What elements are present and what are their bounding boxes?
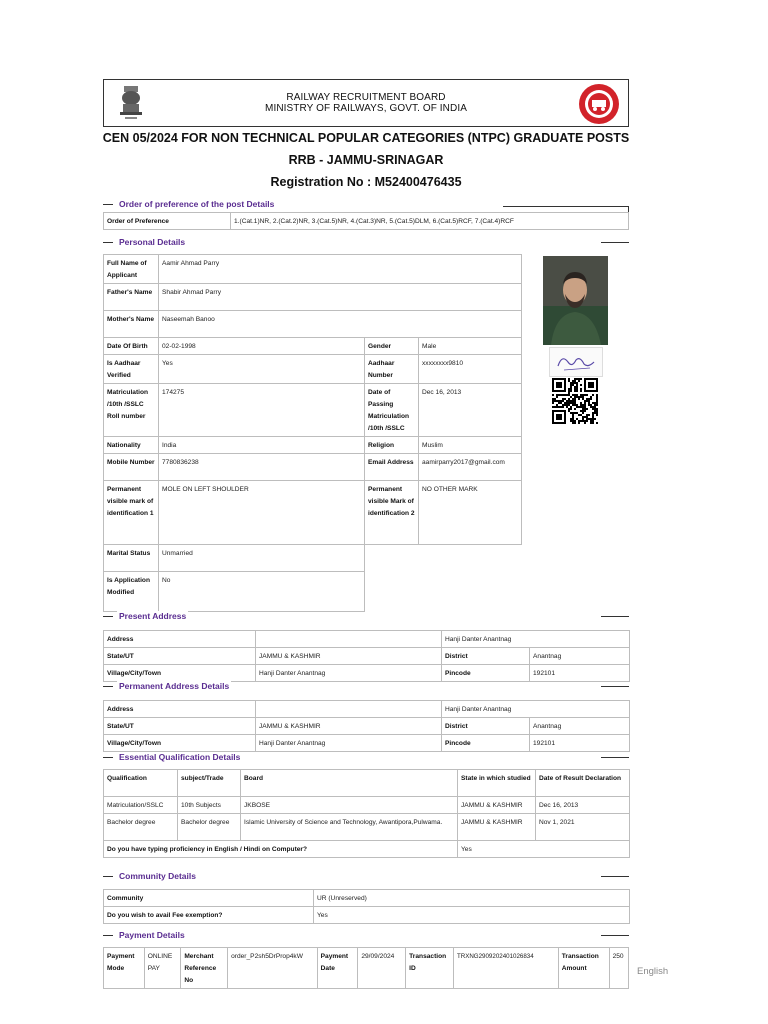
- aadhaar-number-value: xxxxxxxx9810: [419, 355, 522, 384]
- qual-cell: Bachelor degree: [104, 814, 178, 841]
- table-row: [104, 814, 630, 841]
- aadhaar-verified-value: Yes: [159, 355, 365, 384]
- section-rule: [601, 876, 629, 877]
- qualification-section-title: Essential Qualification Details: [119, 752, 241, 762]
- permanent-state-label: State/UT: [104, 718, 256, 735]
- qual-cell: Nov 1, 2021: [536, 814, 630, 841]
- preference-value: 1.(Cat.1)NR, 2.(Cat.2)NR, 3.(Cat.5)NR, 4.(Cat.3)NR, 5.(Cat.5)DLM, 6.(Cat.5)RCF, 7.(Cat.4)RCF: [231, 213, 629, 230]
- qual-cell: Bachelor degree: [178, 814, 241, 841]
- modified-label: Is Application Modified: [104, 572, 159, 612]
- marital-value: Unmarried: [159, 545, 365, 572]
- payment-mode-value: ONLINE PAY: [144, 948, 181, 989]
- present-pincode-value: 192101: [530, 665, 630, 682]
- merchant-ref-value: order_P2sh5DrProp4kW: [228, 948, 318, 989]
- section-rule: [601, 757, 629, 758]
- matric-roll-label: Matriculation /10th /SSLC Roll number: [104, 384, 159, 437]
- typing-proficiency-value: Yes: [458, 841, 630, 858]
- religion-label: Religion: [365, 437, 419, 454]
- application-form: [103, 0, 629, 1024]
- qual-cell: Matriculation/SSLC: [104, 797, 178, 814]
- permanent-pincode-value: 192101: [530, 735, 630, 752]
- registration-number: Registration No : M52400476435: [270, 175, 462, 189]
- ministry-name: MINISTRY OF RAILWAYS, GOVT. OF INDIA: [265, 103, 467, 114]
- father-name-label: Father's Name: [104, 284, 159, 311]
- mark1-label: Permanent visible mark of identification 1: [104, 481, 159, 545]
- qual-cell: JAMMU & KASHMIR: [458, 814, 536, 841]
- religion-value: Muslim: [419, 437, 522, 454]
- payment-date-label: Payment Date: [317, 948, 358, 989]
- section-rule: [503, 206, 629, 207]
- table-row: [104, 797, 630, 814]
- empty-cell: [365, 545, 522, 572]
- permanent-village-label: Village/City/Town: [104, 735, 256, 752]
- transaction-amount-value: 250: [609, 948, 628, 989]
- section-rule: [601, 616, 629, 617]
- community-value: UR (Unreserved): [314, 890, 630, 907]
- board-name: RAILWAY RECRUITMENT BOARD: [286, 92, 446, 103]
- gender-label: Gender: [365, 338, 419, 355]
- dob-label: Date Of Birth: [104, 338, 159, 355]
- present-district-value: Anantnag: [530, 648, 630, 665]
- rrb-title: RRB - JAMMU-SRINAGAR: [288, 153, 444, 167]
- permanent-state-value: JAMMU & KASHMIR: [256, 718, 442, 735]
- nationality-label: Nationality: [104, 437, 159, 454]
- mother-name-value: Naseemah Banoo: [159, 311, 522, 338]
- dob-value: 02-02-1998: [159, 338, 365, 355]
- transaction-amount-label: Transaction Amount: [558, 948, 609, 989]
- matric-date-value: Dec 16, 2013: [419, 384, 522, 437]
- section-rule: [103, 876, 113, 877]
- marital-label: Marital Status: [104, 545, 159, 572]
- payment-table: [103, 947, 629, 989]
- present-address-section-title: Present Address: [119, 611, 187, 621]
- fee-exemption-label: Do you wish to avail Fee exemption?: [104, 907, 314, 924]
- indian-railways-logo-icon: [578, 83, 620, 125]
- payment-date-value: 29/09/2024: [358, 948, 406, 989]
- preference-label: Order of Preference: [104, 213, 231, 230]
- section-rule: [601, 686, 629, 687]
- section-rule: [103, 242, 113, 243]
- mobile-label: Mobile Number: [104, 454, 159, 481]
- merchant-ref-label: Merchant Reference No: [181, 948, 228, 989]
- matric-roll-value: 174275: [159, 384, 365, 437]
- qual-cell: Dec 16, 2013: [536, 797, 630, 814]
- qual-cell: Islamic University of Science and Technology, Awantipora,Pulwama.: [241, 814, 458, 841]
- section-rule: [103, 686, 113, 687]
- permanent-address-value: Hanji Danter Anantnag: [442, 701, 630, 718]
- mobile-value: 7780836238: [159, 454, 365, 481]
- section-rule: [103, 935, 113, 936]
- nationality-value: India: [159, 437, 365, 454]
- section-rule: [103, 616, 113, 617]
- empty-cell: [256, 701, 442, 718]
- qual-header-qualification: Qualification: [104, 770, 178, 797]
- transaction-id-value: TRXNG2909202401026834: [453, 948, 558, 989]
- mother-name-label: Mother's Name: [104, 311, 159, 338]
- present-state-label: State/UT: [104, 648, 256, 665]
- header-text: [104, 92, 628, 114]
- payment-section-title: Payment Details: [119, 930, 185, 940]
- permanent-address-section-title: Permanent Address Details: [119, 681, 230, 691]
- matric-date-label: Date of Passing Matriculation /10th /SSLC: [365, 384, 419, 437]
- full-name-label: Full Name of Applicant: [104, 255, 159, 284]
- section-rule: [601, 935, 629, 936]
- qual-cell: JKBOSE: [241, 797, 458, 814]
- transaction-id-label: Transaction ID: [406, 948, 454, 989]
- qr-code-icon: [552, 378, 598, 424]
- section-rule: [601, 242, 629, 243]
- form-header: [103, 79, 629, 127]
- preference-section-title: Order of preference of the post Details: [119, 199, 275, 209]
- qual-header-subject: subject/Trade: [178, 770, 241, 797]
- email-value: aamirparry2017@gmail.com: [419, 454, 522, 481]
- applicant-photo: [543, 256, 608, 345]
- personal-details-table: [103, 254, 522, 612]
- permanent-village-value: Hanji Danter Anantnag: [256, 735, 442, 752]
- section-rule: [103, 204, 113, 205]
- section-rule: [103, 757, 113, 758]
- empty-cell: [256, 631, 442, 648]
- permanent-address-label: Address: [104, 701, 256, 718]
- mark2-label: Permanent visible Mark of identification 2: [365, 481, 419, 545]
- community-table: [103, 889, 630, 924]
- cen-title: CEN 05/2024 FOR NON TECHNICAL POPULAR CATEGORIES (NTPC) GRADUATE POSTS: [102, 131, 630, 145]
- permanent-pincode-label: Pincode: [442, 735, 530, 752]
- permanent-address-table: [103, 700, 630, 752]
- present-address-label: Address: [104, 631, 256, 648]
- email-label: Email Address: [365, 454, 419, 481]
- qual-header-state: State in which studied: [458, 770, 536, 797]
- gender-value: Male: [419, 338, 522, 355]
- full-name-value: Aamir Ahmad Parry: [159, 255, 522, 284]
- present-district-label: District: [442, 648, 530, 665]
- qual-header-date: Date of Result Declaration: [536, 770, 630, 797]
- father-name-value: Shabir Ahmad Parry: [159, 284, 522, 311]
- present-village-label: Village/City/Town: [104, 665, 256, 682]
- present-address-table: [103, 630, 630, 682]
- personal-section-title: Personal Details: [119, 237, 186, 247]
- community-label: Community: [104, 890, 314, 907]
- qual-cell: JAMMU & KASHMIR: [458, 797, 536, 814]
- language-selector-link[interactable]: English: [637, 966, 669, 977]
- community-section-title: Community Details: [119, 871, 196, 881]
- permanent-district-label: District: [442, 718, 530, 735]
- mark1-value: MOLE ON LEFT SHOULDER: [159, 481, 365, 545]
- qual-cell: 10th Subjects: [178, 797, 241, 814]
- present-address-value: Hanji Danter Anantnag: [442, 631, 630, 648]
- payment-mode-label: Payment Mode: [104, 948, 145, 989]
- applicant-signature: [549, 347, 603, 377]
- aadhaar-number-label: Aadhaar Number: [365, 355, 419, 384]
- fee-exemption-value: Yes: [314, 907, 630, 924]
- mark2-value: NO OTHER MARK: [419, 481, 522, 545]
- empty-cell: [365, 572, 522, 612]
- permanent-district-value: Anantnag: [530, 718, 630, 735]
- typing-proficiency-label: Do you have typing proficiency in English / Hindi on Computer?: [104, 841, 458, 858]
- modified-value: No: [159, 572, 365, 612]
- aadhaar-verified-label: Is Aadhaar Verified: [104, 355, 159, 384]
- present-pincode-label: Pincode: [442, 665, 530, 682]
- qualification-table: [103, 769, 630, 858]
- qual-header-board: Board: [241, 770, 458, 797]
- preference-table: [103, 212, 629, 230]
- present-village-value: Hanji Danter Anantnag: [256, 665, 442, 682]
- present-state-value: JAMMU & KASHMIR: [256, 648, 442, 665]
